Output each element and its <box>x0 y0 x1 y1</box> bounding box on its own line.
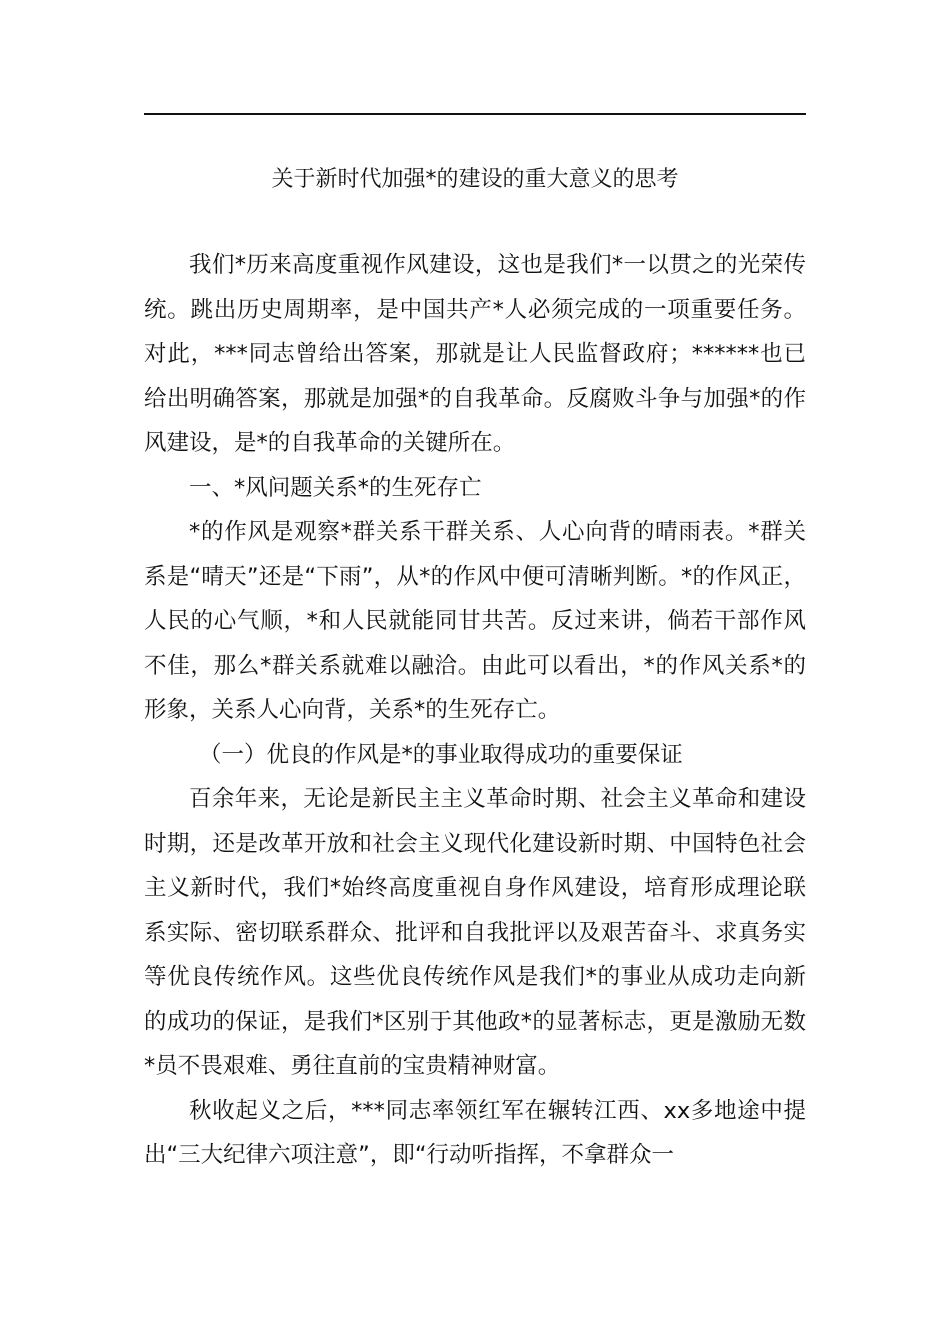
header-rule <box>144 113 806 115</box>
document-body <box>144 243 806 1178</box>
paragraph-intro: 我们*历来高度重视作风建设，这也是我们*一以贯之的光荣传统。跳出历史周期率，是中国共产*人必须完成的一项重要任务。对此，***同志曾给出答案，那就是让人民监督政府；******也已给出明确答案，那就是加强*的自我革命。反腐败斗争与加强*的作风建设，是*的自我革命的关键所在。 <box>144 252 806 456</box>
paragraph-century-history: 百余年来，无论是新民主主义革命时期、社会主义革命和建设时期，还是改革开放和社会主义现代化建设新时期、中国特色社会主义新时代，我们*始终高度重视自身作风建设，培育形成理论联系实际、密切联系群众、批评和自我批评以及艰苦奋斗、求真务实等优良传统作风。这些优良传统作风是我们*的事业从成功走向新的成功的保证，是我们*区别于其他政*的显著标志，更是激励无数*员不畏艰难、勇往直前的宝贵精神财富。 <box>144 786 806 1079</box>
section-heading-1: 一、*风问题关系*的生死存亡 <box>189 474 482 501</box>
subsection-heading-1: （一）优良的作风是*的事业取得成功的重要保证 <box>199 741 683 768</box>
paragraph-autumn-uprising: 秋收起义之后，***同志率领红军在辗转江西、xx多地途中提出“三大纪律六项注意”，即“行动听指挥，不拿群众一 <box>144 1097 806 1168</box>
document-title: 关于新时代加强*的建设的重大意义的思考 <box>271 167 679 192</box>
paragraph-style-barometer: *的作风是观察*群关系干群关系、人心向背的晴雨表。*群关系是“晴天”还是“下雨”，从*的作风中便可清晰判断。*的作风正，人民的心气顺，*和人民就能同甘共苦。反过来讲，倘若干部作风不佳，那么*群关系就难以融洽。由此可以看出，*的作风关系*的形象，关系人心向背，关系*的生死存亡。 <box>144 519 806 723</box>
